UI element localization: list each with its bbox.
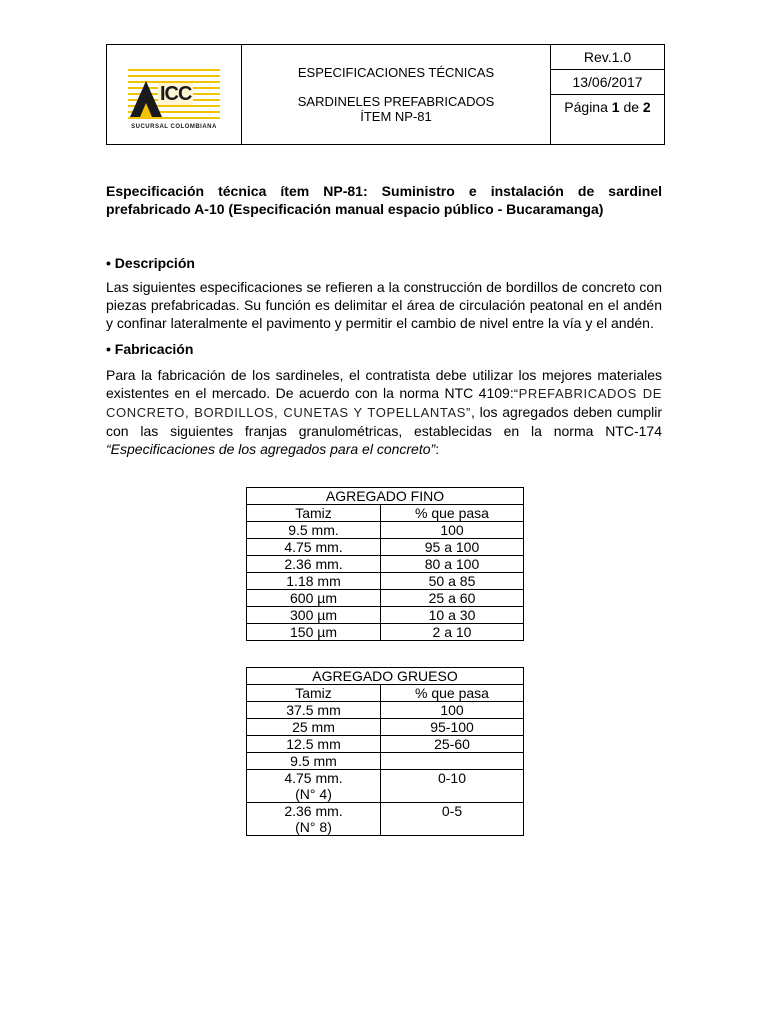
table-row [247, 753, 524, 770]
tamiz-cell: 2.36 mm. [247, 556, 381, 573]
logo-subtitle: SUCURSAL COLOMBIANA [131, 123, 217, 130]
tamiz-number: (N° 4) [295, 786, 332, 802]
page-number-cell [551, 95, 665, 145]
document-type: ESPECIFICACIONES TÉCNICAS [297, 65, 495, 80]
table-row [247, 573, 524, 590]
tamiz-cell: 4.75 mm. [247, 539, 381, 556]
section-heading-descripcion: • Descripción [106, 255, 195, 271]
document-item: ÍTEM NP-81 [360, 109, 432, 124]
column-header: Tamiz [247, 505, 381, 522]
norm-ntc-174-title: “Especificaciones de los agregados para el concreto” [106, 441, 436, 457]
logo-brand: ICC [160, 82, 192, 105]
pasa-cell: 25 a 60 [381, 590, 524, 607]
pasa-cell: 100 [381, 702, 524, 719]
tamiz-cell [247, 770, 381, 803]
revision: Rev.1.0 [583, 49, 632, 65]
table-row [247, 522, 524, 539]
document-body [106, 182, 662, 458]
date-cell [551, 70, 665, 95]
descripcion-paragraph: Las siguientes especificaciones se refieren a la construcción de bordillos de concreto con piezas prefabricadas. Su función es delimitar el área de circulación peatonal en el andén y confinar lateralmente el pavimento y permitir el cambio de nivel entre la vía y el andén. [106, 279, 662, 331]
revision-cell [551, 45, 665, 70]
page-total: 2 [642, 99, 651, 115]
company-logo [128, 67, 220, 130]
table-row [247, 556, 524, 573]
table-agregado-fino [246, 487, 524, 641]
page-of: de [623, 99, 640, 115]
table-row [247, 719, 524, 736]
tamiz-cell: 37.5 mm [247, 702, 381, 719]
tamiz-number: (N° 8) [295, 819, 332, 835]
table-title: AGREGADO FINO [247, 488, 524, 505]
table-row [247, 590, 524, 607]
tamiz-size: 2.36 mm. [284, 803, 343, 819]
column-header: Tamiz [247, 685, 381, 702]
tamiz-cell: 150 µm [247, 624, 381, 641]
document-header [106, 44, 665, 145]
fabricacion-text-a: Para la fabricación de los sardineles, el contratista debe utilizar los mejores materiales existentes en el mercado. De acuerdo con la norma NTC 4109: [106, 367, 662, 401]
table-row [247, 607, 524, 624]
tamiz-cell: 1.18 mm [247, 573, 381, 590]
section-heading-fabricacion: • Fabricación [106, 341, 194, 357]
pasa-cell: 2 a 10 [381, 624, 524, 641]
logo-cell [107, 45, 242, 145]
pasa-cell: 100 [381, 522, 524, 539]
table-row [247, 770, 524, 803]
table-row [247, 624, 524, 641]
pasa-cell: 95 a 100 [381, 539, 524, 556]
tamiz-cell: 12.5 mm [247, 736, 381, 753]
pasa-cell: 95-100 [381, 719, 524, 736]
tamiz-cell: 600 µm [247, 590, 381, 607]
fabricacion-paragraph [106, 366, 662, 458]
tamiz-cell: 25 mm [247, 719, 381, 736]
norm-ntc-4109-title: “PREFABRICADOS DE CONCRETO, BORDILLOS, CUNETAS Y TOPELLANTAS” [106, 386, 662, 420]
pasa-cell: 50 a 85 [381, 573, 524, 590]
fabricacion-text-b: , los agregados deben cumplir con las siguientes franjas granulométricas, establecidas en la norma NTC-174 [106, 404, 663, 439]
tamiz-cell: 9.5 mm [247, 753, 381, 770]
tamiz-cell: 300 µm [247, 607, 381, 624]
page-current: 1 [611, 99, 620, 115]
table-row [247, 539, 524, 556]
tamiz-cell [247, 803, 381, 836]
pasa-cell: 80 a 100 [381, 556, 524, 573]
table-row [247, 736, 524, 753]
tamiz-cell: 9.5 mm. [247, 522, 381, 539]
table-title: AGREGADO GRUESO [247, 668, 524, 685]
table-row [247, 803, 524, 836]
fabricacion-text-c: : [435, 441, 440, 457]
tamiz-size: 4.75 mm. [284, 770, 343, 786]
column-header: % que pasa [381, 685, 524, 702]
table-row [247, 702, 524, 719]
pasa-cell [381, 753, 524, 770]
pasa-cell: 10 a 30 [381, 607, 524, 624]
pasa-cell: 0-5 [381, 803, 524, 836]
document-subject: SARDINELES PREFABRICADOS [297, 94, 495, 109]
document-date: 13/06/2017 [572, 74, 643, 90]
pasa-cell: 0-10 [381, 770, 524, 803]
document-heading: Especificación técnica ítem NP-81: Suministro e instalación de sardinel prefabricado A-10 (Especificación manual espacio público - Bucaramanga) [106, 183, 662, 217]
table-agregado-grueso [246, 667, 524, 836]
document-title-cell [242, 45, 551, 145]
page-prefix: Página [564, 99, 608, 115]
column-header: % que pasa [381, 505, 524, 522]
pasa-cell: 25-60 [381, 736, 524, 753]
